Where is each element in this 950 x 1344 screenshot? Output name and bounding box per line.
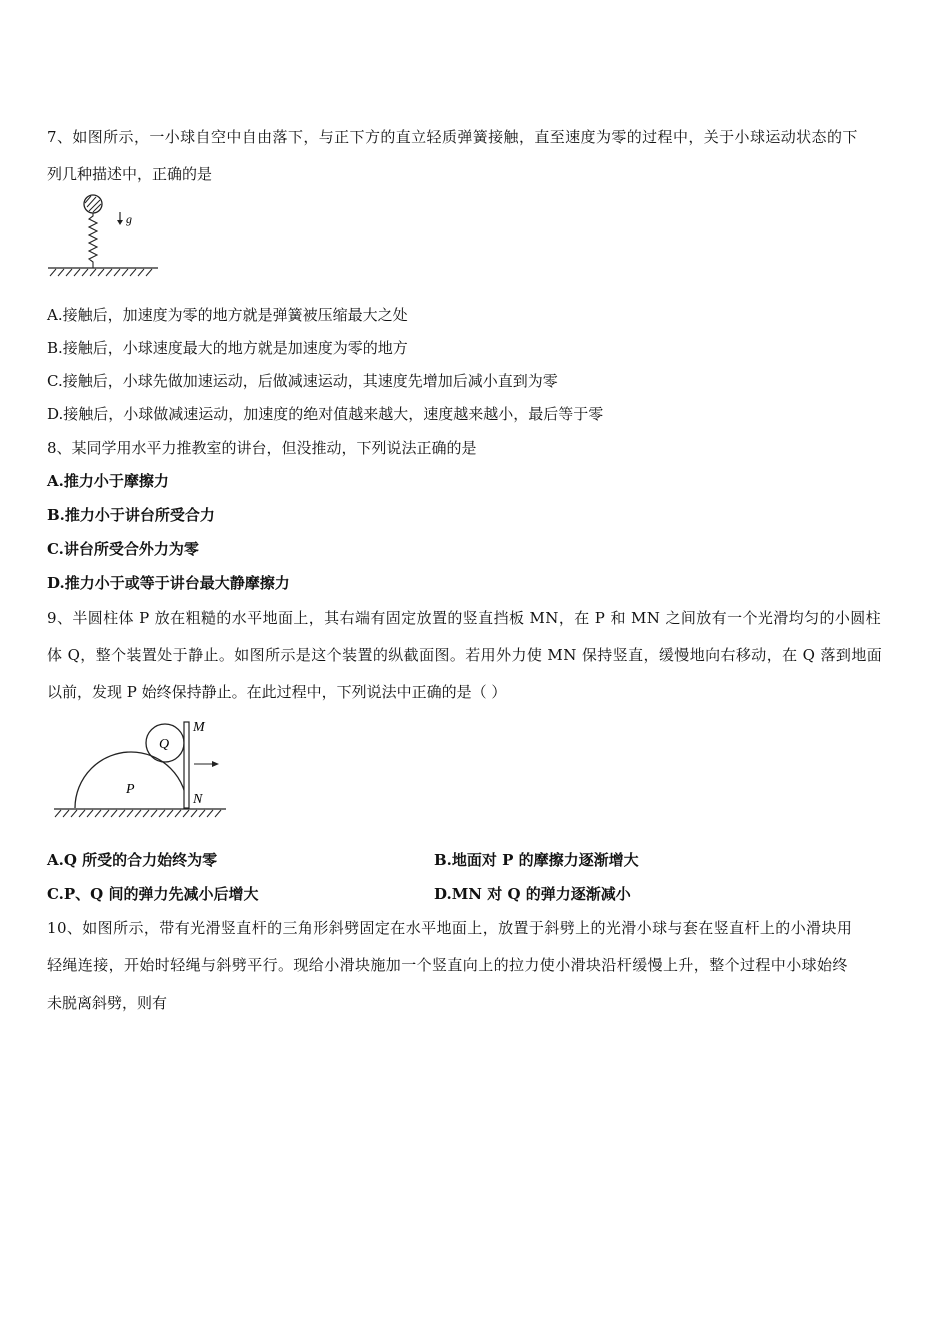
label-m: M: [193, 720, 205, 735]
q10-stem-line-3: 未脱离斜劈，则有: [47, 994, 168, 1012]
spring-icon: [89, 213, 97, 268]
label-p: P: [126, 782, 135, 797]
semicylinder-p: [75, 752, 187, 808]
q10-stem-line-2: 轻绳连接，开始时轻绳与斜劈平行。现给小滑块施加一个竖直向上的拉力使小滑块沿杆缓慢上升，整个过程中小球始终: [47, 956, 848, 974]
q8-stem: 8、某同学用水平力推教室的讲台，但没推动，下列说法正确的是: [47, 439, 477, 457]
q9-option-b: B.地面对 P 的摩擦力逐渐增大: [434, 851, 639, 869]
q7-stem-line-2: 列几种描述中，正确的是: [47, 165, 213, 183]
q9-option-d: D.MN 对 Q 的弹力逐渐减小: [434, 885, 631, 903]
q7-option-c: C.接触后，小球先做加速运动，后做减速运动，其速度先增加后减小直到为零: [47, 372, 558, 390]
q7-option-a: A.接触后，加速度为零的地方就是弹簧被压缩最大之处: [47, 306, 408, 324]
right-arrow-icon: [194, 761, 219, 767]
q9-cylinder-figure: [50, 712, 230, 822]
q7-spring-figure: [44, 192, 164, 282]
ground-icon: [54, 809, 226, 817]
q8-option-a: A.推力小于摩擦力: [47, 472, 169, 490]
gravity-arrow-icon: [117, 212, 123, 225]
q9-option-a: A.Q 所受的合力始终为零: [47, 851, 218, 869]
q9-stem-line-1: 9、半圆柱体 P 放在粗糙的水平地面上，其右端有固定放置的竖直挡板 MN，在 P 和 MN 之间放有一个光滑均匀的小圆柱: [47, 609, 882, 627]
label-q: Q: [159, 737, 170, 752]
q7-option-d: D.接触后，小球做减速运动，加速度的绝对值越来越大，速度越来越小，最后等于零: [47, 405, 604, 423]
q10-stem-line-1: 10、如图所示，带有光滑竖直杆的三角形斜劈固定在水平地面上，放置于斜劈上的光滑小球与套在竖直杆上的小滑块用: [47, 919, 853, 937]
board-mn: [184, 722, 189, 808]
label-n: N: [193, 792, 203, 807]
q9-option-c: C.P、Q 间的弹力先减小后增大: [47, 885, 259, 903]
q9-stem-line-2: 体 Q，整个装置处于静止。如图所示是这个装置的纵截面图。若用外力使 MN 保持竖直，缓慢地向右移动，在 Q 落到地面: [47, 646, 883, 664]
q9-stem-line-3: 以前，发现 P 始终保持静止。在此过程中，下列说法中正确的是（ ）: [47, 683, 507, 701]
q8-option-b: B.推力小于讲台所受合力: [47, 506, 215, 524]
q7-stem-line-1: 7、如图所示，一小球自空中自由落下，与正下方的直立轻质弹簧接触，直至速度为零的过程中，关于小球运动状态的下: [47, 128, 858, 146]
gravity-label: g: [126, 212, 132, 226]
q8-option-c: C.讲台所受合外力为零: [47, 540, 199, 558]
ball-icon: [84, 195, 102, 213]
ground-icon: [48, 268, 158, 276]
q7-option-b: B.接触后，小球速度最大的地方就是加速度为零的地方: [47, 339, 408, 357]
q8-option-d: D.推力小于或等于讲台最大静摩擦力: [47, 574, 290, 592]
